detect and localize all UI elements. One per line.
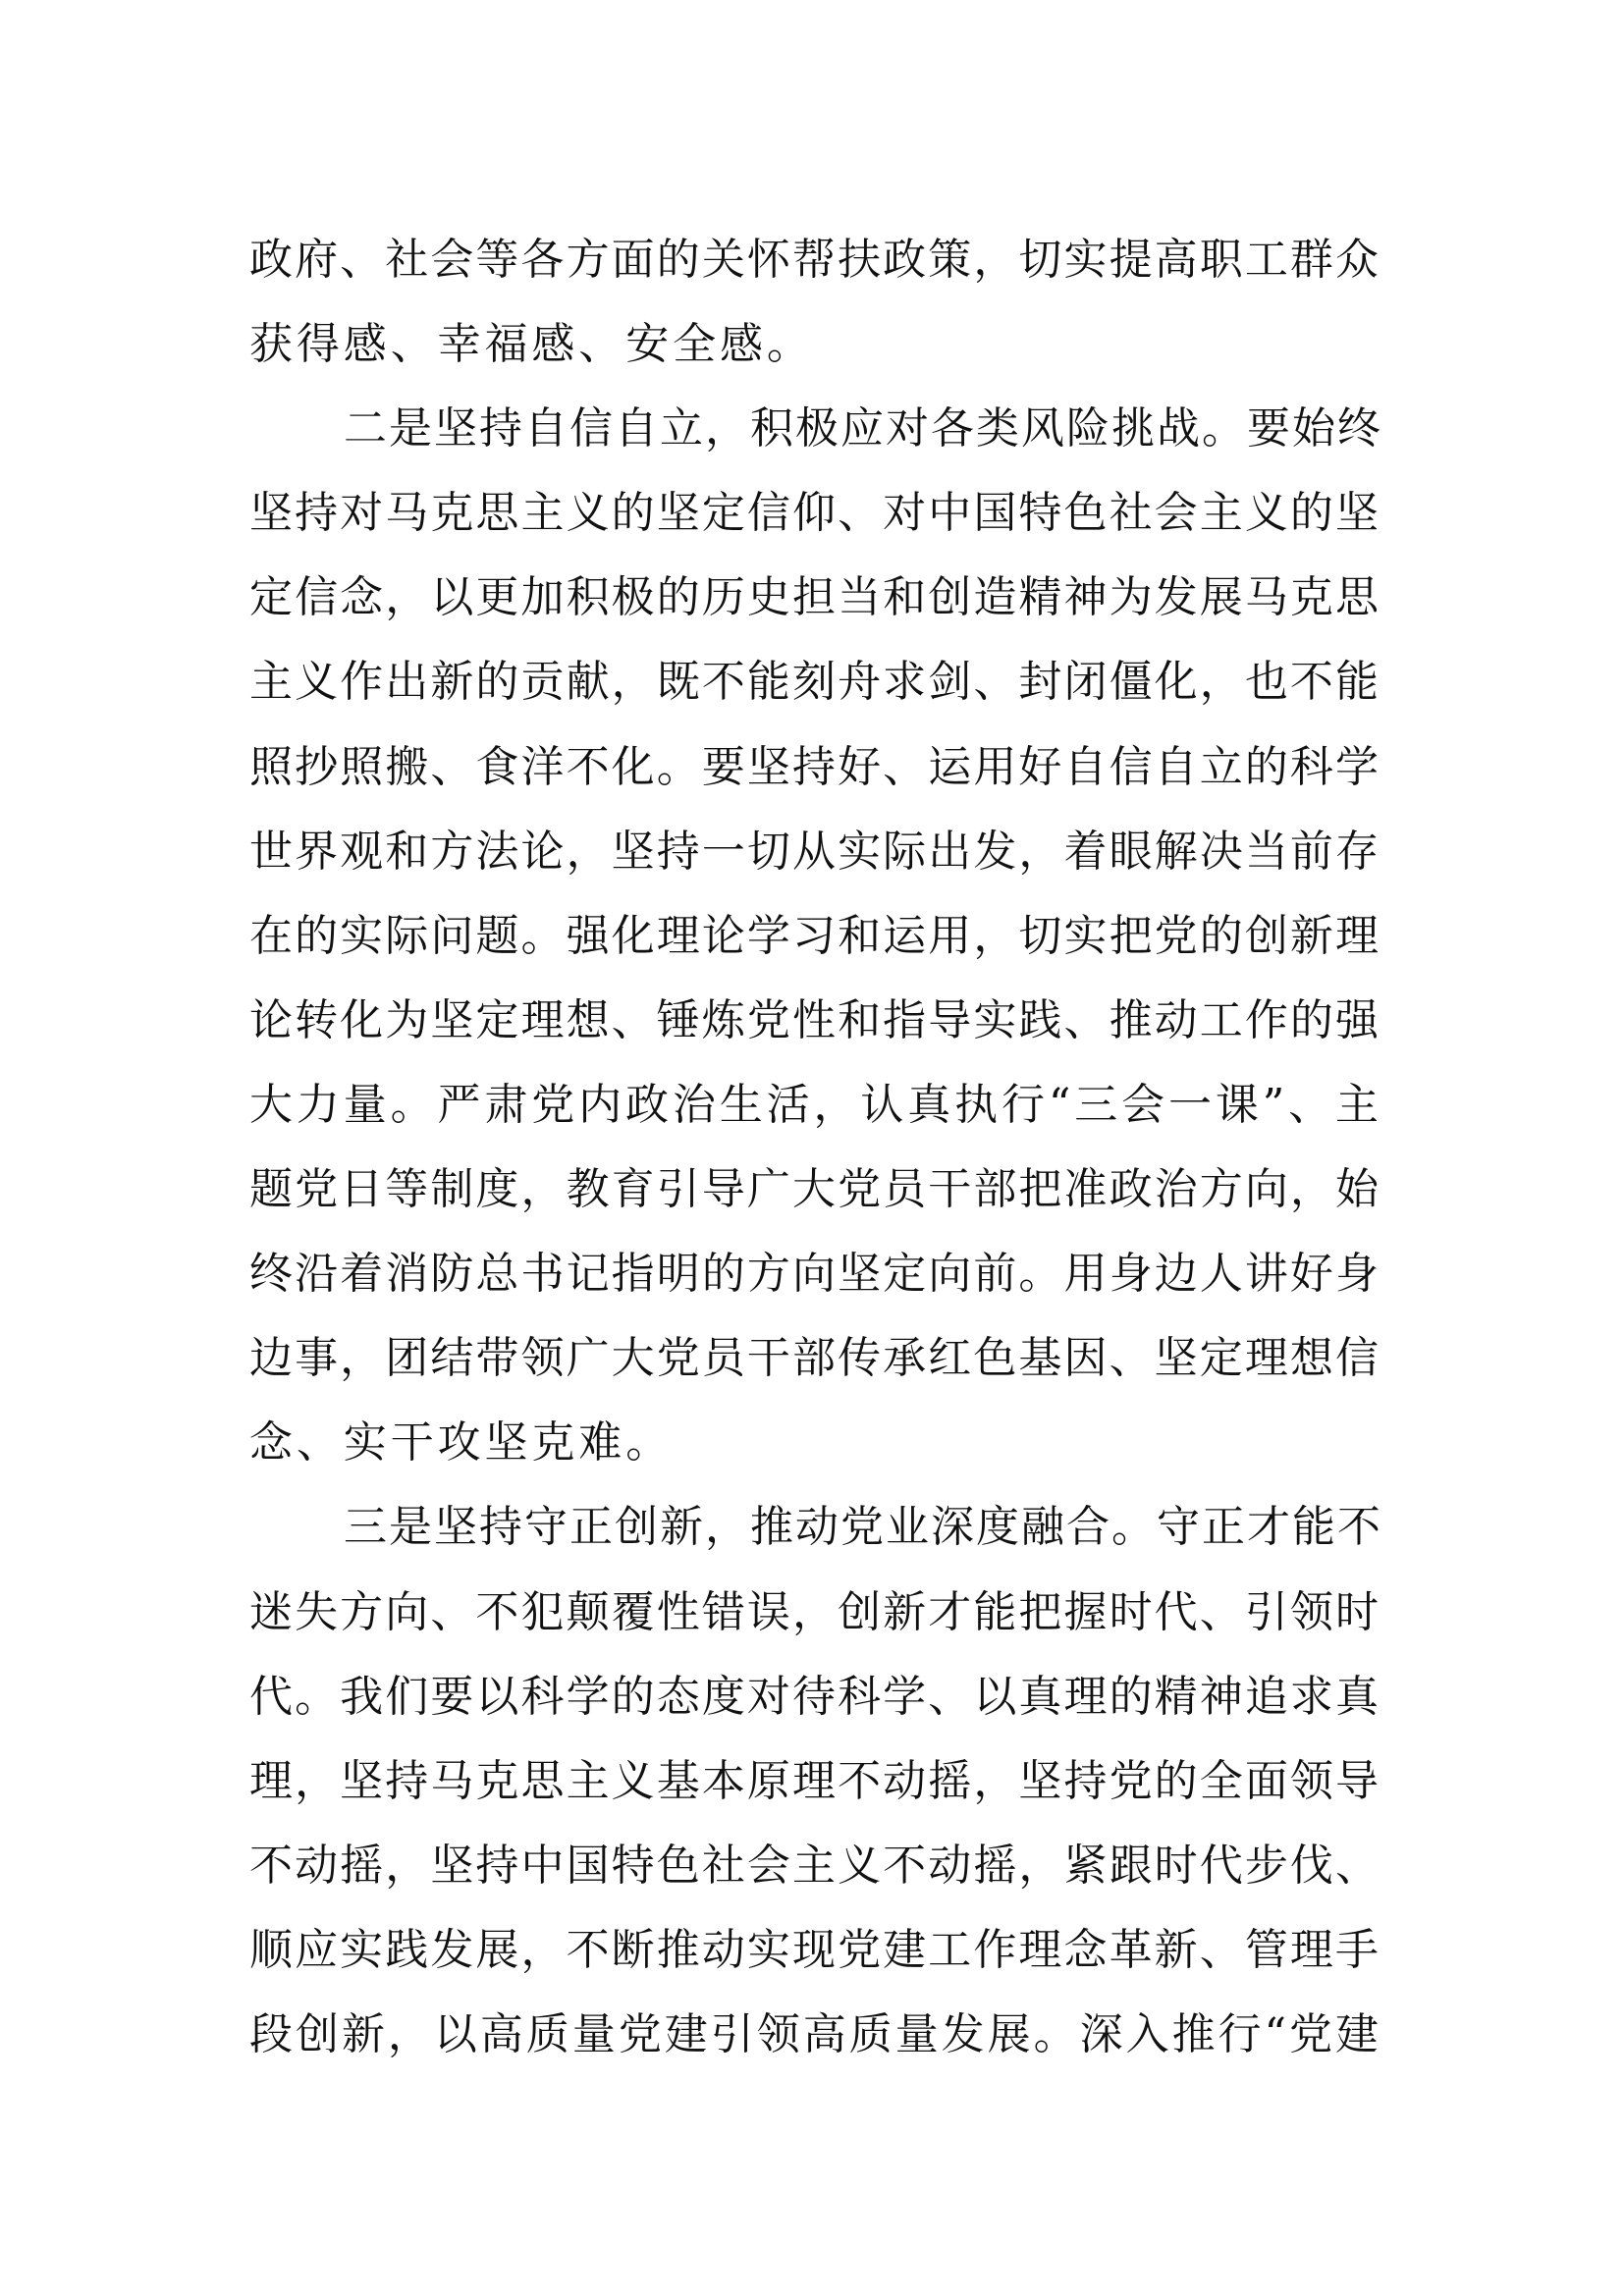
paragraph-2-line: 论转化为坚定理想、锤炼党性和指导实践、推动工作的强: [249, 994, 1380, 1045]
paragraph-2-line: 坚持对马克思主义的坚定信仰、对中国特色社会主义的坚: [249, 488, 1380, 539]
paragraph-3-line: 顺应实践发展，不断推动实现党建工作理念革新、管理手: [249, 1924, 1380, 1975]
paragraph-2-line: 边事，团结带领广大党员干部传承红色基因、坚定理想信: [249, 1333, 1380, 1384]
paragraph-2-line: 终沿着消防总书记指明的方向坚定向前。用身边人讲好身: [249, 1249, 1380, 1300]
paragraph-3-line: 三是坚持守正创新，推动党业深度融合。守正才能不: [344, 1502, 1382, 1553]
paragraph-2-line: 大力量。严肃党内政治生活，认真执行“三会一课”、主: [249, 1079, 1380, 1130]
paragraph-2-line: 主义作出新的贡献，既不能刻舟求剑、封闭僵化，也不能: [249, 657, 1380, 708]
paragraph-1-line: 获得感、幸福感、安全感。: [249, 319, 814, 370]
paragraph-2-line: 照抄照搬、食洋不化。要坚持好、运用好自信自立的科学: [249, 741, 1380, 792]
paragraph-3-line: 不动摇，坚持中国特色社会主义不动摇，紧跟时代步伐、: [249, 1840, 1380, 1891]
paragraph-3-line: 理，坚持马克思主义基本原理不动摇，坚持党的全面领导: [249, 1755, 1380, 1806]
document-body: [249, 218, 1380, 2077]
paragraph-2-line: 世界观和方法论，坚持一切从实际出发，着眼解决当前存: [249, 826, 1380, 877]
paragraph-1-line: 政府、社会等各方面的关怀帮扶政策，切实提高职工群众: [249, 235, 1380, 285]
paragraph-3-line: 段创新，以高质量党建引领高质量发展。深入推行“党建: [249, 2008, 1380, 2059]
paragraph-2-line: 二是坚持自信自立，积极应对各类风险挑战。要始终: [344, 403, 1382, 454]
paragraph-3-line: 代。我们要以科学的态度对待科学、以真理的精神追求真: [249, 1671, 1380, 1722]
paragraph-2-line: 题党日等制度，教育引导广大党员干部把准政治方向，始: [249, 1164, 1380, 1215]
paragraph-2-line: 定信念，以更加积极的历史担当和创造精神为发展马克思: [249, 572, 1380, 623]
paragraph-3-line: 迷失方向、不犯颠覆性错误，创新才能把握时代、引领时: [249, 1586, 1380, 1637]
paragraph-2-line: 念、实干攻坚克难。: [249, 1417, 674, 1468]
paragraph-2-line: 在的实际问题。强化理论学习和运用，切实把党的创新理: [249, 910, 1380, 961]
